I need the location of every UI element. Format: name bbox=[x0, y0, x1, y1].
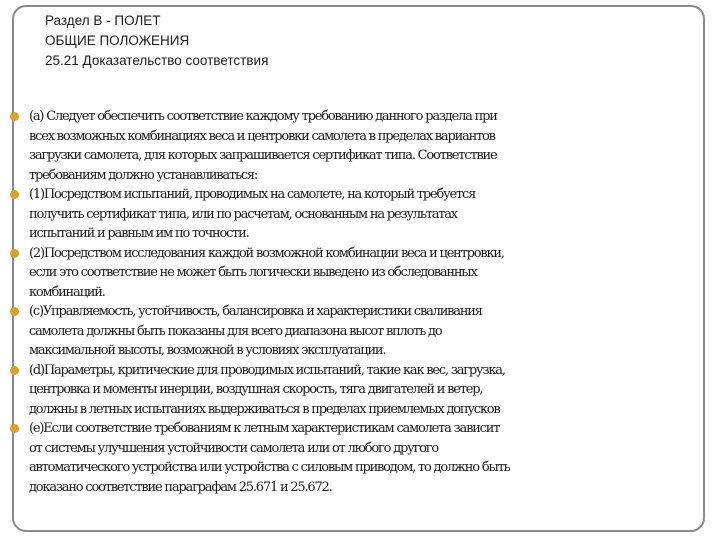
bullet-icon bbox=[10, 307, 19, 316]
list-item bbox=[10, 302, 700, 361]
requirements-list bbox=[10, 107, 700, 497]
list-item-line: испытаний и равным им по точности. bbox=[29, 226, 249, 241]
bullet-icon bbox=[10, 366, 19, 375]
list-item-line: (1)Посредством испытаний, проводимых на самолете, на который требуется bbox=[29, 187, 476, 202]
bullet-icon bbox=[10, 190, 19, 199]
list-item-line: (2)Посредством исследования каждой возможной комбинации веса и центровки, bbox=[29, 245, 504, 261]
list-item-line: (a) Следует обеспечить соответствие каждому требованию данного раздела при bbox=[29, 109, 497, 124]
section-title: Раздел B - ПОЛЕТ bbox=[45, 13, 161, 28]
list-item-line: центровка и моменты инерции, воздушная скорость, тяга двигателей и ветер, bbox=[29, 382, 483, 397]
list-item-line: (d)Параметры, критические для проводимых испытаний, такие как вес, загрузка, bbox=[29, 362, 505, 378]
list-item-line: максимальной высоты, возможной в условиях эксплуатации. bbox=[29, 343, 386, 358]
bullet-icon bbox=[10, 249, 19, 258]
list-item bbox=[10, 244, 700, 303]
list-item bbox=[10, 185, 700, 244]
list-item-line: от системы улучшения устойчивости самолета или от любого другого bbox=[29, 440, 439, 456]
list-item-line: должны в летных испытаниях выдерживаться в пределах приемлемых допусков bbox=[29, 401, 500, 417]
bullet-icon bbox=[10, 112, 19, 121]
list-item bbox=[10, 361, 700, 420]
list-item-line: автоматического устройства или устройства с силовым приводом, то должно быть bbox=[29, 460, 510, 475]
list-item-line: получить сертификат типа, или по расчетам, основанным на результатах bbox=[29, 206, 457, 222]
list-item-line: доказано соответствие параграфам 25.671 и 25.672. bbox=[29, 479, 332, 495]
slide-header bbox=[45, 11, 268, 71]
list-item-line: требованиям должно устанавливаться: bbox=[29, 167, 258, 183]
section-subtitle: ОБЩИЕ ПОЛОЖЕНИЯ bbox=[45, 33, 190, 48]
list-item-line: самолета должны быть показаны для всего диапазона высот вплоть до bbox=[29, 323, 442, 339]
list-item bbox=[10, 107, 700, 185]
list-item bbox=[10, 419, 700, 497]
bullet-icon bbox=[10, 424, 19, 433]
list-item-line: комбинаций. bbox=[29, 284, 105, 300]
list-item-line: всех возможных комбинациях веса и центровки самолета в пределах вариантов bbox=[29, 128, 495, 144]
list-item-line: загрузки самолета, для которых запрашивается сертификат типа. Соответствие bbox=[29, 148, 497, 163]
list-item-line: если это соответствие не может быть логически выведено из обследованных bbox=[29, 265, 477, 280]
list-item-line: (c)Управляемость, устойчивость, балансировка и характеристики сваливания bbox=[29, 304, 482, 319]
list-item-line: (e)Если соответствие требованиям к летным характеристикам самолета зависит bbox=[29, 421, 500, 436]
clause-title: 25.21 Доказательство соответствия bbox=[45, 53, 269, 68]
